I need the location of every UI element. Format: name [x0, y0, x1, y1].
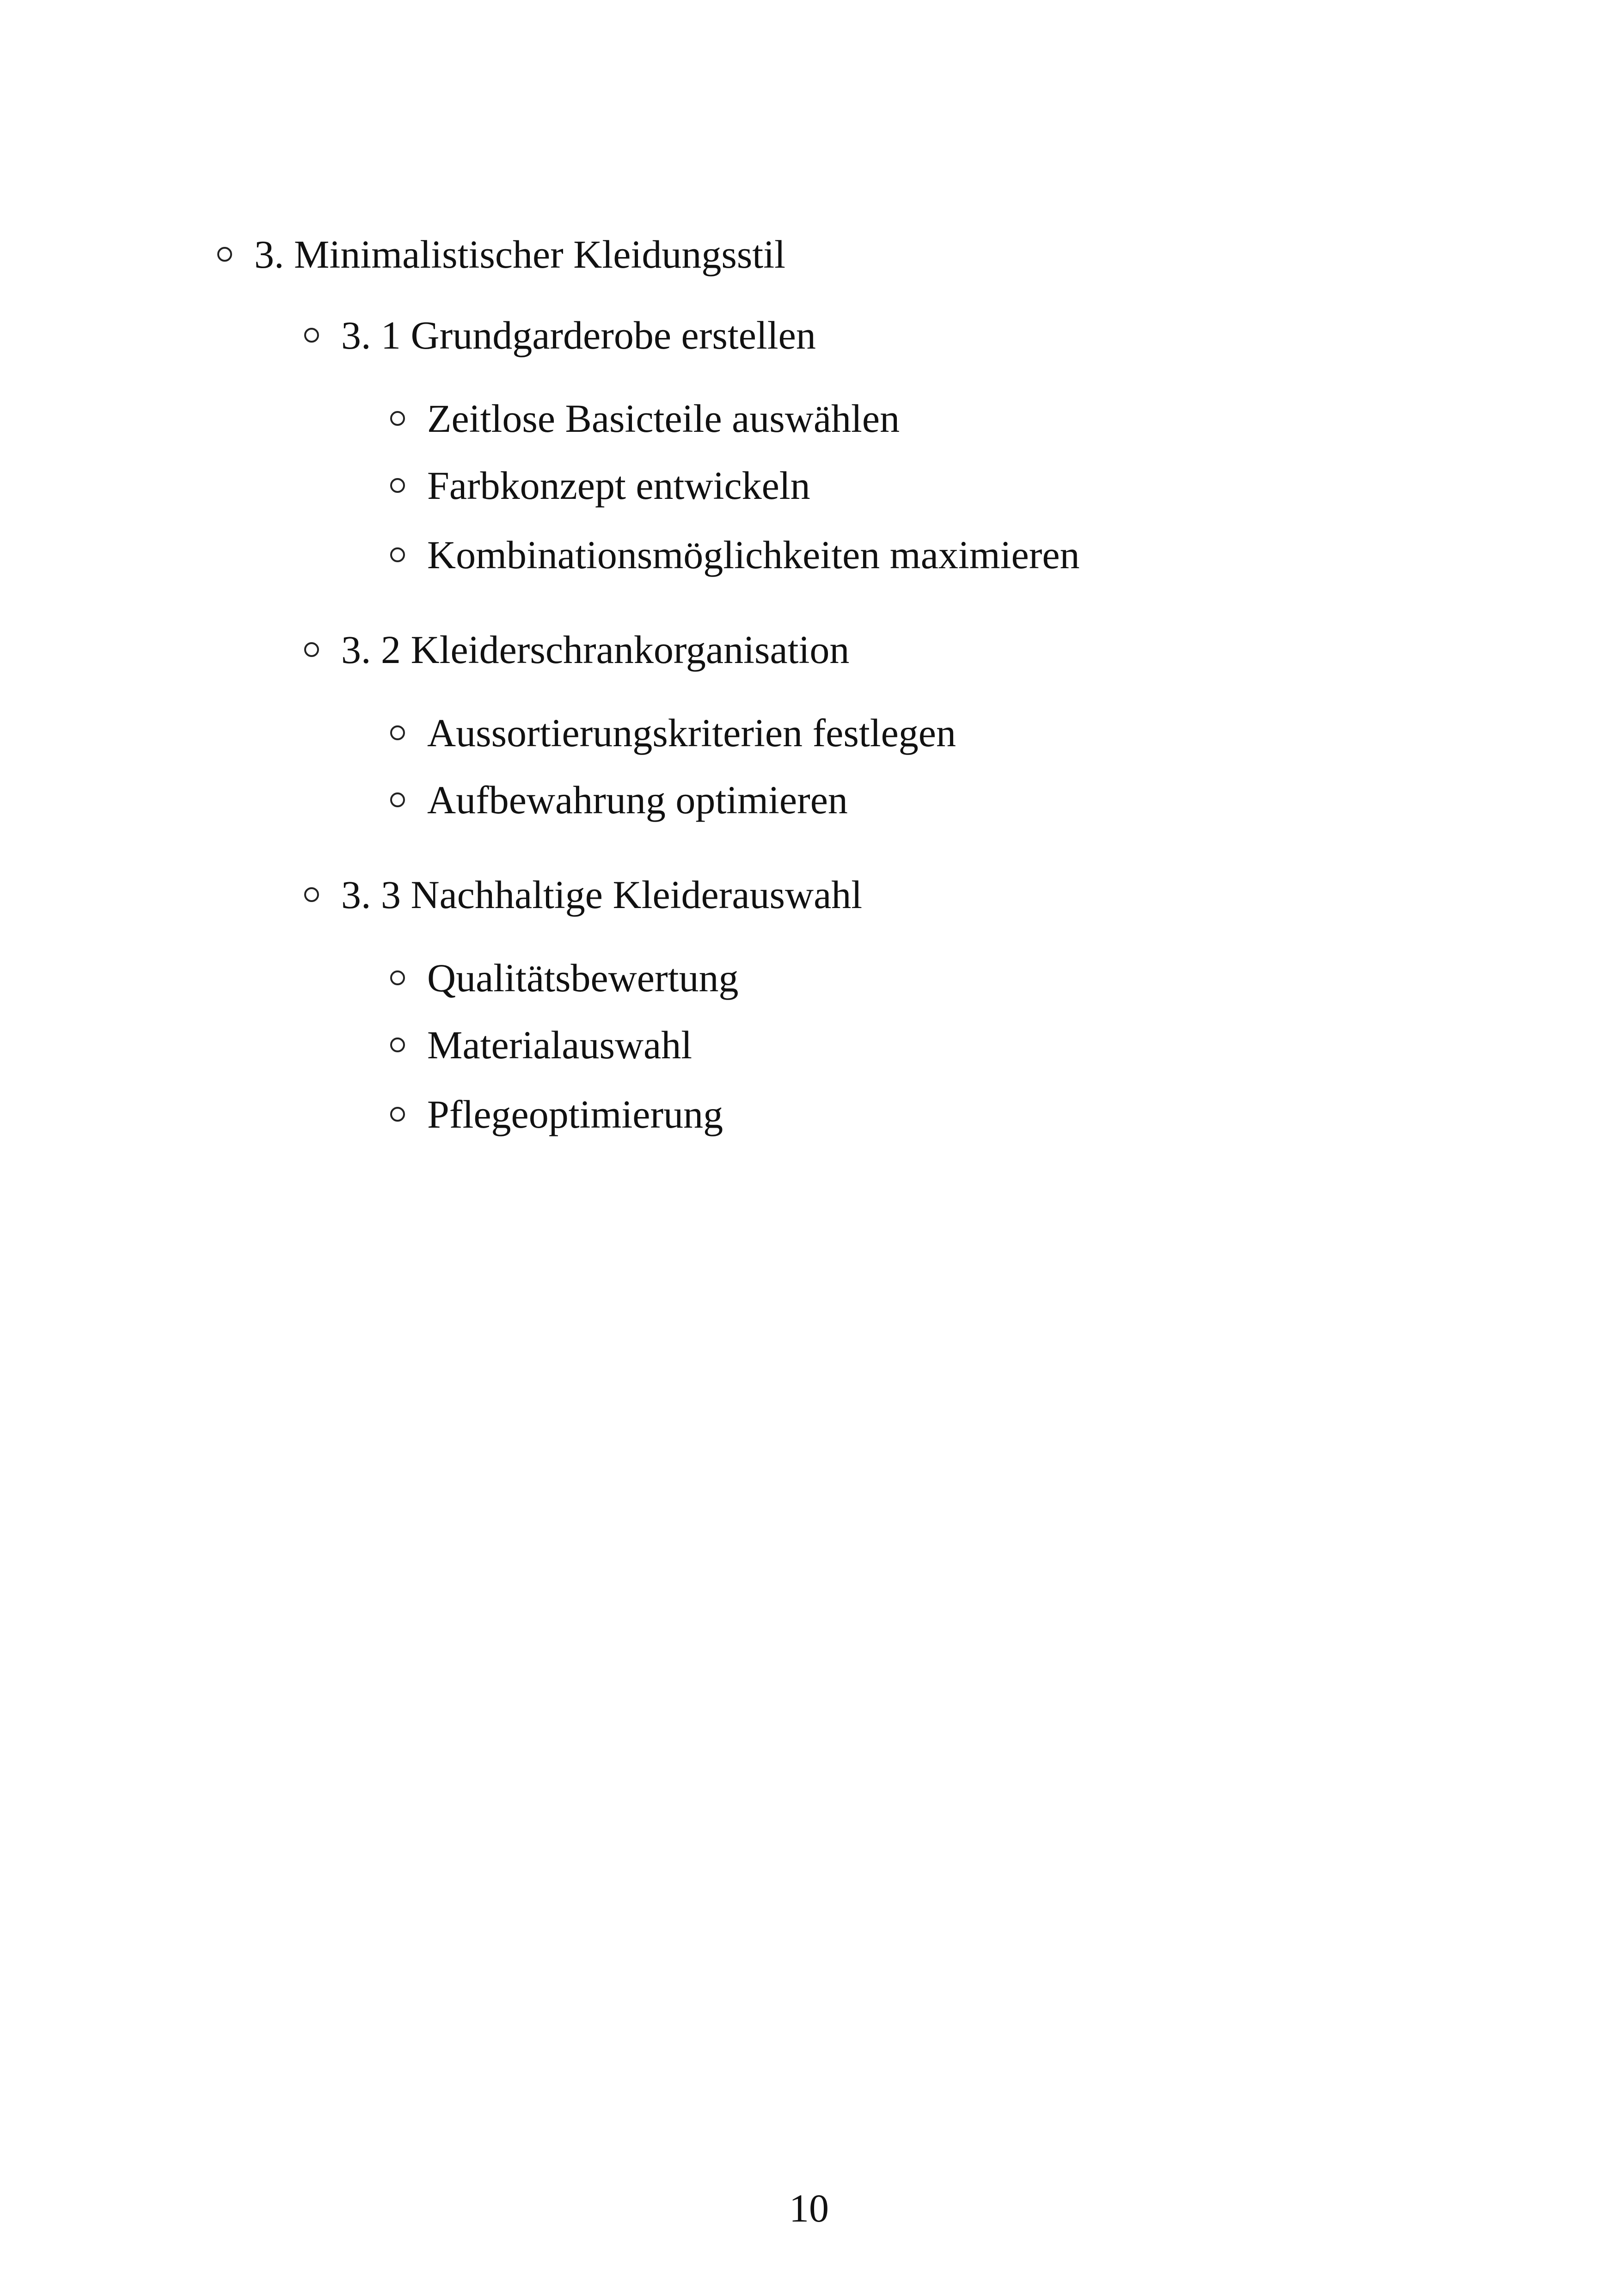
outline-item — [390, 710, 956, 756]
outline-item-text: Farbkonzept entwickeln — [427, 463, 810, 508]
outline-item — [390, 462, 810, 509]
hollow-circle-bullet-icon — [304, 328, 319, 343]
hollow-circle-bullet-icon — [390, 970, 405, 985]
outline-item — [390, 777, 848, 823]
hollow-circle-bullet-icon — [390, 411, 405, 426]
outline-item — [390, 955, 738, 1001]
hollow-circle-bullet-icon — [304, 642, 319, 657]
outline-subsection — [304, 626, 849, 673]
outline-item — [390, 532, 1080, 578]
hollow-circle-bullet-icon — [390, 1107, 405, 1122]
outline-item — [390, 1022, 692, 1068]
subsection-title: 3. 2 Kleiderschrankorganisation — [341, 627, 850, 672]
hollow-circle-bullet-icon — [304, 887, 319, 902]
subsection-title: 3. 1 Grundgarderobe erstellen — [341, 313, 816, 357]
outline-item-text: Pflegeoptimierung — [427, 1092, 723, 1136]
outline-section — [217, 231, 785, 277]
outline-item-text: Zeitlose Basicteile auswählen — [427, 396, 900, 441]
hollow-circle-bullet-icon — [390, 725, 405, 740]
outline-item-text: Aussortierungskriterien festlegen — [427, 711, 956, 755]
outline-item-text: Materialauswahl — [427, 1023, 693, 1067]
section-title: 3. Minimalistischer Kleidungsstil — [254, 232, 785, 276]
outline-item — [390, 395, 900, 442]
outline-item-text: Qualitätsbewertung — [427, 956, 739, 1000]
outline-subsection — [304, 872, 862, 918]
hollow-circle-bullet-icon — [390, 1037, 405, 1052]
subsection-title: 3. 3 Nachhaltige Kleiderauswahl — [341, 872, 863, 917]
outline-subsection — [304, 312, 816, 358]
outline-item-text: Aufbewahrung optimieren — [427, 778, 848, 822]
outline-item — [390, 1091, 723, 1137]
page-number: 10 — [789, 2186, 829, 2230]
hollow-circle-bullet-icon — [390, 547, 405, 562]
outline-item-text: Kombinationsmöglichkeiten maximieren — [427, 533, 1080, 577]
hollow-circle-bullet-icon — [390, 478, 405, 493]
hollow-circle-bullet-icon — [217, 247, 232, 262]
hollow-circle-bullet-icon — [390, 792, 405, 807]
